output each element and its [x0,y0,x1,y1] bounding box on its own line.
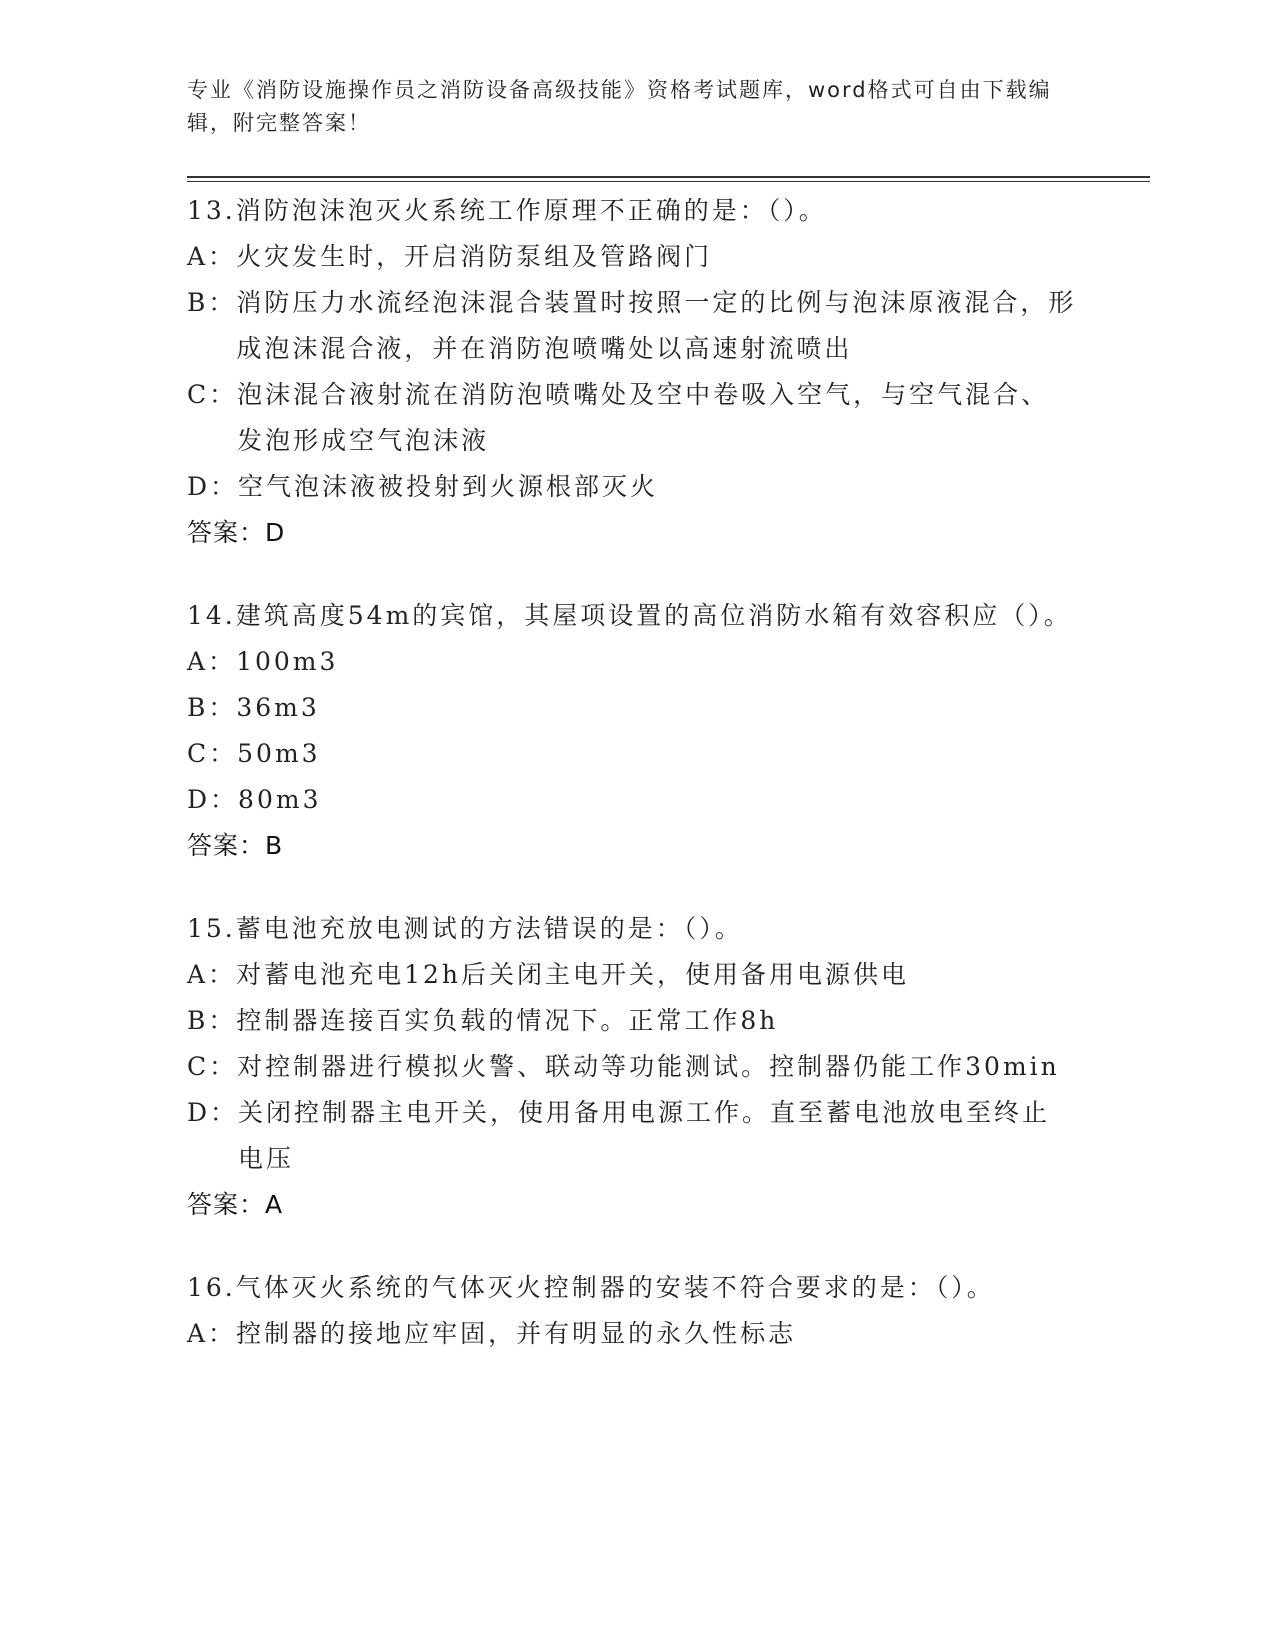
option-d [187,464,1077,510]
option-c [187,372,1077,464]
option-text: 泡沫混合液射流在消防泡喷嘴处及空中卷吸入空气，与空气混合、发泡形成空气泡沫液 [237,380,1050,455]
question-stem: 14.建筑高度54m的宾馆，其屋项设置的高位消防水箱有效容积应（）。 [187,601,1072,630]
option-key: C： [187,1052,238,1081]
option-text: 控制器连接百实负载的情况下。正常工作8h [236,1006,779,1035]
option-key: B： [187,288,237,317]
question-stem: 13.消防泡沫泡灭火系统工作原理不正确的是：（）。 [187,196,827,225]
header-divider-thin [187,181,1150,182]
option-key: D： [187,1098,239,1127]
option-a [187,952,1077,998]
option-a [187,234,1077,280]
option-text: 消防压力水流经泡沫混合装置时按照一定的比例与泡沫原液混合，形成泡沫混合液，并在消防泡喷嘴处以高速射流喷出 [236,288,1077,363]
answer-label: 答案：B [187,831,284,860]
question-15 [187,906,1077,1228]
option-key: A： [187,647,237,676]
option-key: A： [187,242,237,271]
option-key: C： [187,380,238,409]
question-list [187,188,1077,1394]
option-text: 控制器的接地应牢固，并有明显的永久性标志 [236,1319,797,1348]
question-stem: 16.气体灭火系统的气体灭火控制器的安装不符合要求的是：（）。 [187,1273,995,1302]
option-b [187,998,1077,1044]
option-key: A： [187,1319,237,1348]
option-c [187,1044,1077,1090]
document-header: 专业《消防设施操作员之消防设备高级技能》资格考试题库，word格式可自由下载编辑，附完整答案！ [187,78,1052,135]
option-key: B： [187,693,237,722]
header-divider-thick [187,176,1150,178]
option-b [187,685,1077,731]
option-key: D： [187,472,239,501]
option-text: 80m3 [238,785,322,814]
option-key: D： [187,785,239,814]
option-text: 对蓄电池充电12h后关闭主电开关，使用备用电源供电 [236,960,909,989]
option-b [187,280,1077,372]
answer-label: 答案：D [187,518,286,547]
option-a [187,639,1077,685]
question-stem: 15.蓄电池充放电测试的方法错误的是：（）。 [187,914,743,943]
option-a [187,1311,1077,1357]
option-text: 50m3 [237,739,321,768]
option-text: 关闭控制器主电开关，使用备用电源工作。直至蓄电池放电至终止电压 [238,1098,1051,1173]
question-13 [187,188,1077,556]
option-text: 对控制器进行模拟火警、联动等功能测试。控制器仍能工作30min [237,1052,1060,1081]
option-key: B： [187,1006,237,1035]
question-14 [187,593,1077,869]
question-16 [187,1265,1077,1357]
option-text: 100m3 [236,647,339,676]
option-text: 火灾发生时，开启消防泵组及管路阀门 [236,242,713,271]
option-d [187,777,1077,823]
option-text: 空气泡沫液被投射到火源根部灭火 [238,472,659,501]
option-key: C： [187,739,238,768]
option-key: A： [187,960,237,989]
answer-label: 答案：A [187,1190,284,1219]
option-c [187,731,1077,777]
option-d [187,1090,1077,1182]
option-text: 36m3 [236,693,320,722]
